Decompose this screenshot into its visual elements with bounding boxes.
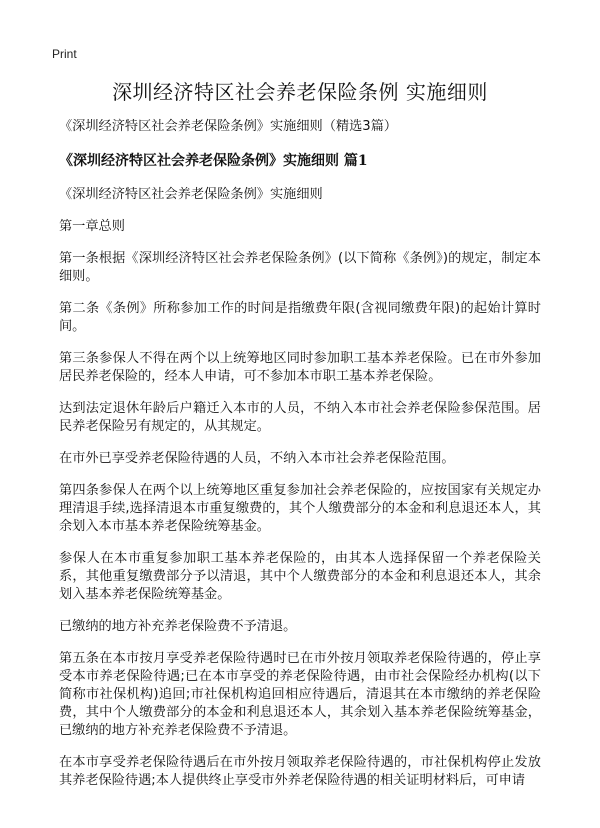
paragraph: 第五条在本市按月享受养老保险待遇时已在市外按月领取养老保险待遇的，停止享受本市养老保险待遇;已在本市享受的养老保险待遇，由市社会保险经办机构(以下简称市社保机构)追回;市社保机构追回相应待遇后，清退其在本市缴纳的养老保险费，其中个人缴费部分的本金和利息退还本人，其余划入基本养老保险统筹基金，已缴纳的地方补充养老保险费不予清退。 xyxy=(59,651,541,738)
paragraph: 第二条《条例》所称参加工作的时间是指缴费年限(含视同缴费年限)的起始计算时间。 xyxy=(59,301,541,334)
paragraph: 在市外已享受养老保险待遇的人员，不纳入本市社会养老保险范围。 xyxy=(59,451,455,466)
print-label: Print xyxy=(52,47,77,61)
paragraph: 达到法定退休年龄后户籍迁入本市的人员，不纳入本市社会养老保险参保范围。居民养老保险另有规定的，从其规定。 xyxy=(59,401,541,434)
paragraph: 第四条参保人在两个以上统筹地区重复参加社会养老保险的，应按国家有关规定办理清退手续,选择清退本市重复缴费的，其个人缴费部分的本金和利息退还本人，其余划入本市基本养老保险统筹基金。 xyxy=(59,483,541,534)
paragraph: 第三条参保人不得在两个以上统筹地区同时参加职工基本养老保险。已在市外参加居民养老保险的，经本人申请，可不参加本市职工基本养老保险。 xyxy=(59,351,541,384)
document-body xyxy=(59,118,541,804)
paragraph: 第一条根据《深圳经济特区社会养老保险条例》(以下简称《条例》)的规定，制定本细则。 xyxy=(59,251,541,284)
document-subtitle: 《深圳经济特区社会养老保险条例》实施细则（精选3篇） xyxy=(59,119,398,134)
paragraph: 第一章总则 xyxy=(59,219,125,234)
paragraph: 《深圳经济特区社会养老保险条例》实施细则 xyxy=(59,187,323,202)
paragraph: 已缴纳的地方补充养老保险费不予清退。 xyxy=(59,619,297,634)
document-title: 深圳经济特区社会养老保险条例 实施细则 xyxy=(112,80,488,104)
paragraph: 参保人在本市重复参加职工基本养老保险的，由其本人选择保留一个养老保险关系，其他重复缴费部分予以清退，其中个人缴费部分的本金和利息退还本人，其余划入基本养老保险统筹基金。 xyxy=(59,551,541,602)
section-heading: 《深圳经济特区社会养老保险条例》实施细则 篇1 xyxy=(59,153,368,169)
paragraph: 在本市享受养老保险待遇后在市外按月领取养老保险待遇的，市社保机构停止发放其养老保险待遇;本人提供终止享受市外养老保险待遇的相关证明材料后，可申请 xyxy=(59,755,541,788)
